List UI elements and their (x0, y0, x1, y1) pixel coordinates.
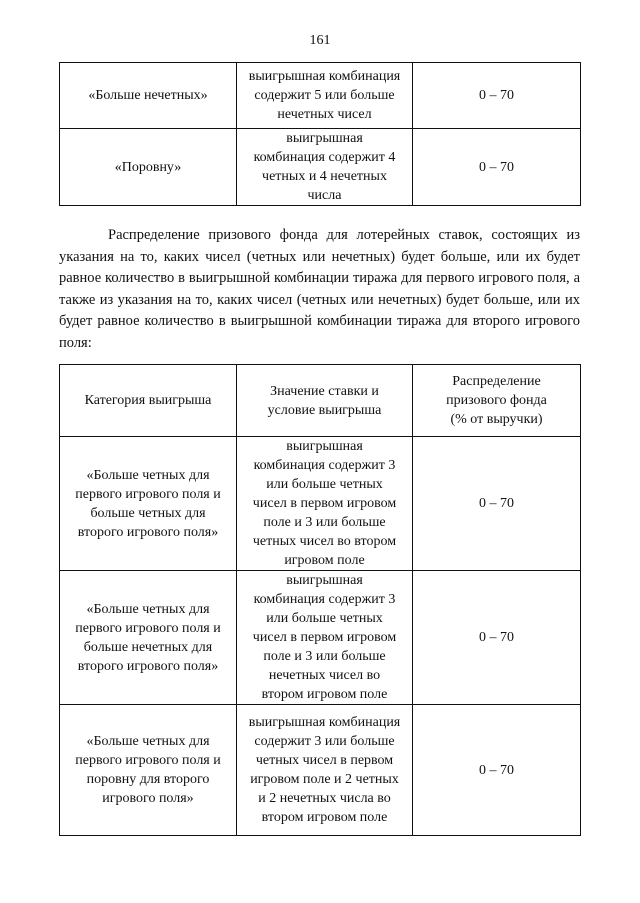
distribution-cell: 0 – 70 (413, 705, 581, 836)
distribution-cell: 0 – 70 (413, 571, 581, 705)
category-cell: «Поровну» (60, 129, 237, 206)
category-cell: «Больше четных для первого игрового поля и поровну для второго игрового поля» (60, 705, 237, 836)
distribution-cell: 0 – 70 (413, 129, 581, 206)
condition-cell: выигрышная комбинация содержит 4 четных и 4 нечетных числа (237, 129, 413, 206)
distribution-cell: 0 – 70 (413, 63, 581, 129)
category-cell: «Больше четных для первого игрового поля и больше четных для второго игрового поля» (60, 437, 237, 571)
category-cell: «Больше нечетных» (60, 63, 237, 129)
prize-table-two-fields (59, 364, 581, 836)
category-cell: «Больше четных для первого игрового поля и больше нечетных для второго игрового поля» (60, 571, 237, 705)
table-row (60, 705, 581, 836)
table-row (60, 63, 581, 129)
page-number: 161 (309, 33, 331, 48)
condition-cell: выигрышная комбинация содержит 3 или больше четных чисел в первом игровом поле и 2 четных и 2 нечетных числа во втором игровом поле (237, 705, 413, 836)
header-condition: Значение ставки и условие выигрыша (237, 365, 413, 437)
table-row (60, 437, 581, 571)
condition-cell: выигрышная комбинация содержит 5 или больше нечетных чисел (237, 63, 413, 129)
condition-cell: выигрышная комбинация содержит 3 или больше четных чисел в первом игровом поле и 3 или больше нечетных чисел во втором игровом поле (237, 571, 413, 705)
header-category: Категория выигрыша (60, 365, 237, 437)
table-header-row (60, 365, 581, 437)
distribution-cell: 0 – 70 (413, 437, 581, 571)
distribution-paragraph: Распределение призового фонда для лотерейных ставок, состоящих из указания на то, каких чисел (четных или нечетных) будет больше, или их будет равное количество в выигрышной комбинации тиража для первого игрового поля, а также из указания на то, каких чисел (четных или нечетных) будет больше, или их будет равное количество в выигрышной комбинации тиража для второго игрового поля: (59, 227, 580, 351)
condition-cell: выигрышная комбинация содержит 3 или больше четных чисел в первом игровом поле и 3 или больше четных чисел во втором игровом поле (237, 437, 413, 571)
header-distribution: Распределение призового фонда (% от выручки) (413, 365, 581, 437)
prize-table-odd-even (59, 62, 581, 206)
table-row (60, 129, 581, 206)
table-row (60, 571, 581, 705)
